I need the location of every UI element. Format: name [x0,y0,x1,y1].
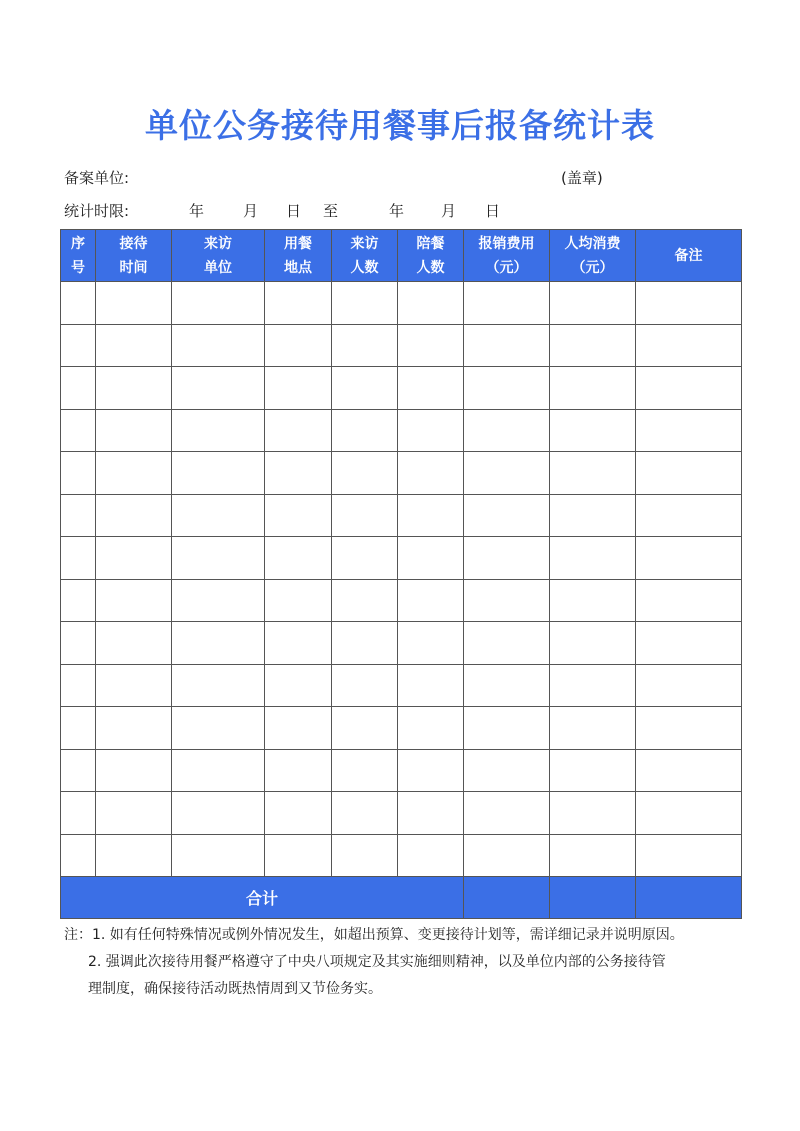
table-cell[interactable] [398,749,464,792]
table-cell[interactable] [332,452,398,495]
table-cell[interactable] [398,452,464,495]
table-cell[interactable] [332,707,398,750]
table-cell[interactable] [636,452,742,495]
table-cell[interactable] [398,494,464,537]
table-cell[interactable] [550,452,636,495]
table-cell[interactable] [96,537,172,580]
table-row [61,324,742,367]
table-cell[interactable] [464,282,550,325]
total-remarks-cell[interactable] [636,877,742,919]
table-cell[interactable] [172,367,265,410]
table-cell[interactable] [464,707,550,750]
table-cell[interactable] [332,409,398,452]
table-cell[interactable] [550,707,636,750]
table-cell[interactable] [96,367,172,410]
table-cell[interactable] [332,834,398,877]
period-year-end: 年 [389,202,405,220]
filing-unit-label: 备案单位: [64,169,130,187]
table-row [61,452,742,495]
table-cell[interactable] [398,409,464,452]
table-cell[interactable] [464,834,550,877]
table-header-row [61,230,742,282]
table-cell[interactable] [172,282,265,325]
table-cell[interactable] [398,834,464,877]
table-cell[interactable] [550,537,636,580]
table-cell[interactable] [172,494,265,537]
table-cell[interactable] [61,579,96,622]
table-row [61,494,742,537]
header-serial-number: 序 号 [61,230,96,282]
table-cell[interactable] [96,494,172,537]
table-cell[interactable] [398,707,464,750]
table-cell[interactable] [332,749,398,792]
table-cell[interactable] [265,452,332,495]
table-cell[interactable] [172,409,265,452]
table-cell[interactable] [332,622,398,665]
table-cell[interactable] [61,749,96,792]
table-cell[interactable] [61,409,96,452]
table-cell[interactable] [398,324,464,367]
table-cell[interactable] [172,579,265,622]
table-cell[interactable] [550,367,636,410]
table-cell[interactable] [172,622,265,665]
table-cell[interactable] [172,749,265,792]
table-cell[interactable] [96,792,172,835]
table-cell[interactable] [398,367,464,410]
total-reimbursed-cell[interactable] [464,877,550,919]
period-month-end: 月 [441,202,457,220]
table-cell[interactable] [398,622,464,665]
table-cell[interactable] [550,749,636,792]
table-cell[interactable] [172,834,265,877]
table-cell[interactable] [636,537,742,580]
table-cell[interactable] [464,452,550,495]
table-row [61,282,742,325]
table-row [61,579,742,622]
table-cell[interactable] [636,367,742,410]
table-cell[interactable] [61,367,96,410]
table-cell[interactable] [464,537,550,580]
table-cell[interactable] [265,324,332,367]
table-cell[interactable] [61,707,96,750]
note-line-1: 注：1. 如有任何特殊情况或例外情况发生，如超出预算、变更接待计划等，需详细记录并说明原因。 [64,927,684,943]
table-cell[interactable] [61,494,96,537]
table-cell[interactable] [636,707,742,750]
table-cell[interactable] [96,409,172,452]
table-cell[interactable] [96,452,172,495]
table-cell[interactable] [332,537,398,580]
table-cell[interactable] [332,494,398,537]
table-cell[interactable] [398,537,464,580]
table-cell[interactable] [172,707,265,750]
reception-meal-table [60,229,742,919]
table-row [61,834,742,877]
table-cell[interactable] [172,792,265,835]
table-cell[interactable] [636,622,742,665]
table-row [61,664,742,707]
table-cell[interactable] [636,749,742,792]
header-remarks: 备注 [636,230,742,282]
table-cell[interactable] [61,792,96,835]
header-visitor-count: 来访 人数 [332,230,398,282]
filing-unit-row [64,167,744,187]
table-cell[interactable] [464,579,550,622]
table-cell[interactable] [332,664,398,707]
table-cell[interactable] [61,452,96,495]
note-line-3: 理制度，确保接待活动既热情周到又节俭务实。 [88,981,382,997]
table-cell[interactable] [636,792,742,835]
table-cell[interactable] [398,664,464,707]
table-cell[interactable] [398,282,464,325]
note-line-2: 2. 强调此次接待用餐严格遵守了中央八项规定及其实施细则精神，以及单位内部的公务接待管 [88,954,666,970]
header-dining-location: 用餐 地点 [265,230,332,282]
table-row [61,622,742,665]
table-cell[interactable] [550,409,636,452]
total-label-cell: 合计 [61,877,464,919]
table-cell[interactable] [464,494,550,537]
table-cell[interactable] [61,537,96,580]
table-cell[interactable] [96,707,172,750]
table-total-row [61,877,742,919]
table-cell[interactable] [265,537,332,580]
page-title: 单位公务接待用餐事后报备统计表 [145,106,655,145]
table-cell[interactable] [96,622,172,665]
table-cell[interactable] [550,494,636,537]
table-cell[interactable] [332,792,398,835]
table-cell[interactable] [265,749,332,792]
table-cell[interactable] [96,282,172,325]
table-cell[interactable] [172,537,265,580]
table-cell[interactable] [172,324,265,367]
table-cell[interactable] [61,664,96,707]
table-cell[interactable] [636,494,742,537]
table-cell[interactable] [636,324,742,367]
table-cell[interactable] [636,282,742,325]
table-cell[interactable] [265,409,332,452]
table-cell[interactable] [61,622,96,665]
table-cell[interactable] [96,664,172,707]
table-cell[interactable] [550,622,636,665]
table-cell[interactable] [550,792,636,835]
period-month-start: 月 [243,202,259,220]
period-to: 至 [323,202,339,220]
table-cell[interactable] [265,622,332,665]
table-cell[interactable] [464,792,550,835]
table-row [61,409,742,452]
period-year-start: 年 [189,202,205,220]
table-cell[interactable] [96,579,172,622]
table-cell[interactable] [265,494,332,537]
table-cell[interactable] [96,324,172,367]
header-visiting-unit: 来访 单位 [172,230,265,282]
table-cell[interactable] [550,579,636,622]
table-cell[interactable] [265,834,332,877]
seal-label: (盖章) [561,169,603,187]
header-companion-count: 陪餐 人数 [398,230,464,282]
table-cell[interactable] [265,367,332,410]
table-cell[interactable] [464,367,550,410]
table-cell[interactable] [398,579,464,622]
period-day-start: 日 [286,202,302,220]
table-row [61,537,742,580]
period-day-end: 日 [485,202,501,220]
table-row [61,749,742,792]
table-row [61,792,742,835]
table-cell[interactable] [464,409,550,452]
table-cell[interactable] [61,834,96,877]
table-cell[interactable] [550,282,636,325]
table-cell[interactable] [398,792,464,835]
table-cell[interactable] [61,282,96,325]
table-cell[interactable] [550,834,636,877]
table-cell[interactable] [265,282,332,325]
table-cell[interactable] [550,664,636,707]
table-cell[interactable] [464,664,550,707]
header-reception-time: 接待 时间 [96,230,172,282]
table-row [61,707,742,750]
table-cell[interactable] [172,664,265,707]
header-per-capita-cost: 人均消费 （元） [550,230,636,282]
table-cell[interactable] [332,367,398,410]
table-cell[interactable] [61,324,96,367]
header-reimbursed-cost: 报销费用 （元） [464,230,550,282]
table-cell[interactable] [464,324,550,367]
table-cell[interactable] [265,579,332,622]
table-row [61,367,742,410]
table-cell[interactable] [96,749,172,792]
table-cell[interactable] [636,409,742,452]
statistics-period-label: 统计时限: [64,202,130,220]
table-cell[interactable] [265,707,332,750]
table-cell[interactable] [464,749,550,792]
table-cell[interactable] [265,792,332,835]
table-cell[interactable] [265,664,332,707]
table-cell[interactable] [96,834,172,877]
table-cell[interactable] [550,324,636,367]
table-cell[interactable] [332,282,398,325]
statistics-period-row [64,200,744,220]
table-cell[interactable] [172,452,265,495]
table-cell[interactable] [464,622,550,665]
table-cell[interactable] [636,579,742,622]
notes-section [64,922,754,1003]
table-cell[interactable] [636,664,742,707]
table-cell[interactable] [332,324,398,367]
table-cell[interactable] [636,834,742,877]
table-cell[interactable] [332,579,398,622]
total-per-capita-cell[interactable] [550,877,636,919]
